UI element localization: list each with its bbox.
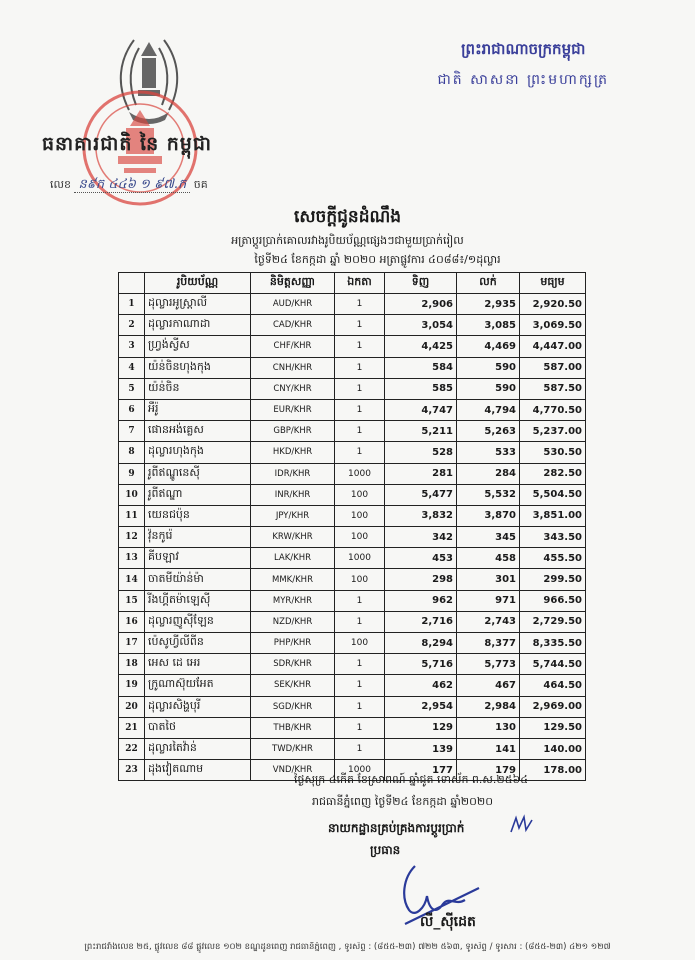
buy-rate: 129 <box>385 717 457 738</box>
currency-name: ដុល្លារកាណាដា <box>145 315 251 336</box>
sell-rate: 284 <box>457 463 520 484</box>
buy-rate: 3,832 <box>385 505 457 526</box>
table-row <box>119 484 586 505</box>
currency-name: រីងហ្គីតម៉ាឡេស៊ី <box>145 590 251 611</box>
currency-code: NZD/KHR <box>251 611 335 632</box>
row-number: 22 <box>119 738 145 759</box>
currency-unit: 1 <box>335 378 385 399</box>
sell-rate: 590 <box>457 378 520 399</box>
sell-rate: 3,085 <box>457 315 520 336</box>
currency-unit: 1 <box>335 315 385 336</box>
table-header-row <box>119 273 586 294</box>
average-rate: 2,920.50 <box>520 294 586 315</box>
currency-unit: 1 <box>335 611 385 632</box>
table-row <box>119 717 586 738</box>
buy-rate: 342 <box>385 527 457 548</box>
average-rate: 129.50 <box>520 717 586 738</box>
col-header-currency: រូបិយប័ណ្ណ <box>145 273 251 294</box>
currency-code: CNY/KHR <box>251 378 335 399</box>
currency-unit: 100 <box>335 527 385 548</box>
table-row <box>119 463 586 484</box>
currency-code: PHP/KHR <box>251 633 335 654</box>
reference-number <box>50 176 270 195</box>
currency-unit: 1 <box>335 590 385 611</box>
buy-rate: 2,716 <box>385 611 457 632</box>
buy-rate: 962 <box>385 590 457 611</box>
currency-name: ក្រូណាស៊ុយអែត <box>145 675 251 696</box>
row-number: 19 <box>119 675 145 696</box>
currency-code: INR/KHR <box>251 484 335 505</box>
currency-unit: 100 <box>335 569 385 590</box>
buy-rate: 462 <box>385 675 457 696</box>
average-rate: 343.50 <box>520 527 586 548</box>
currency-code: MMK/KHR <box>251 569 335 590</box>
currency-name: ដុល្លារតៃវ៉ាន់ <box>145 738 251 759</box>
row-number: 5 <box>119 378 145 399</box>
row-number: 2 <box>119 315 145 336</box>
average-rate: 299.50 <box>520 569 586 590</box>
currency-code: TWD/KHR <box>251 738 335 759</box>
row-number: 23 <box>119 760 145 781</box>
average-rate: 587.00 <box>520 357 586 378</box>
table-row <box>119 315 586 336</box>
buy-rate: 5,477 <box>385 484 457 505</box>
average-rate: 2,969.00 <box>520 696 586 717</box>
buy-rate: 453 <box>385 548 457 569</box>
currency-name: ដុល្លារសិង្ហបុរី <box>145 696 251 717</box>
bank-name: ធនាគារជាតិ នៃ កម្ពុជា <box>42 133 212 155</box>
exchange-rate-table <box>118 272 585 781</box>
average-rate: 5,744.50 <box>520 654 586 675</box>
currency-name: ដុល្លារហុងកុង <box>145 442 251 463</box>
currency-name: ដុងវៀតណាម <box>145 760 251 781</box>
currency-name: យេនជប៉ុន <box>145 505 251 526</box>
currency-unit: 1 <box>335 738 385 759</box>
currency-name: ហ្វ្រង់ស្វីស <box>145 336 251 357</box>
sell-rate: 3,870 <box>457 505 520 526</box>
sell-rate: 971 <box>457 590 520 611</box>
currency-unit: 1000 <box>335 463 385 484</box>
currency-unit: 100 <box>335 505 385 526</box>
table-row <box>119 442 586 463</box>
row-number: 11 <box>119 505 145 526</box>
currency-name: ចាតមីយ៉ាន់ម៉ា <box>145 569 251 590</box>
currency-unit: 1 <box>335 442 385 463</box>
table-row <box>119 421 586 442</box>
subtitle: អត្រាប្តូរប្រាក់គោលរវាងរូបិយប័ណ្ណផ្សេងៗជាមួយប្រាក់រៀល <box>231 234 464 247</box>
director-title: ប្រធាន <box>370 843 401 857</box>
row-number: 16 <box>119 611 145 632</box>
buy-rate: 139 <box>385 738 457 759</box>
sell-rate: 301 <box>457 569 520 590</box>
table-row <box>119 611 586 632</box>
row-number: 7 <box>119 421 145 442</box>
initial-mark-icon <box>508 814 534 836</box>
currency-code: CNH/KHR <box>251 357 335 378</box>
average-rate: 4,447.00 <box>520 336 586 357</box>
table-row <box>119 696 586 717</box>
currency-name: វ៉ុនកូរ៉េ <box>145 527 251 548</box>
address-footer: ព្រះរាជវាំងលេខ ២៥, ផ្លូវលេខ ៨៨ ផ្លូវលេខ ១០២ ខណ្ឌដូនពេញ រាជធានីភ្នំពេញ , ទូរស័ព្ទ : (៨៥៥-២៣) ៧២២ ៥៦៣, ទូរស័ព្ទ / ទូរសារ : (៨៥៥-២៣) ៤២១ ១២៧ <box>84 942 611 952</box>
currency-unit: 100 <box>335 633 385 654</box>
row-number: 20 <box>119 696 145 717</box>
average-rate: 966.50 <box>520 590 586 611</box>
sell-rate: 5,263 <box>457 421 520 442</box>
row-number: 1 <box>119 294 145 315</box>
table-row <box>119 590 586 611</box>
buy-rate: 528 <box>385 442 457 463</box>
subtitle-date: ថ្ងៃទី២៤ ខែកក្កដា ឆ្នាំ ២០២០ អត្រាផ្លូវការ ៤០៨៨៖/១ដុល្លារ <box>254 253 501 266</box>
buy-rate: 8,294 <box>385 633 457 654</box>
average-rate: 3,069.50 <box>520 315 586 336</box>
currency-unit: 1 <box>335 654 385 675</box>
page-title: សេចក្តីជូនដំណឹង <box>293 207 402 227</box>
buy-rate: 5,211 <box>385 421 457 442</box>
sell-rate: 2,935 <box>457 294 520 315</box>
row-number: 6 <box>119 399 145 420</box>
currency-name: អឺរ៉ូ <box>145 399 251 420</box>
currency-name: អេស ដេ អេរ <box>145 654 251 675</box>
kingdom-motto: ជាតិ សាសនា ព្រះមហាក្សត្រ <box>437 72 609 88</box>
average-rate: 2,729.50 <box>520 611 586 632</box>
table-row <box>119 357 586 378</box>
currency-code: LAK/KHR <box>251 548 335 569</box>
row-number: 8 <box>119 442 145 463</box>
currency-code: SGD/KHR <box>251 696 335 717</box>
average-rate: 530.50 <box>520 442 586 463</box>
currency-name: រូពីឥណ្ឌូនេស៊ី <box>145 463 251 484</box>
currency-name: ប៉េសូហ្វីលីពីន <box>145 633 251 654</box>
currency-code: SEK/KHR <box>251 675 335 696</box>
col-header-no <box>119 273 145 294</box>
currency-code: JPY/KHR <box>251 505 335 526</box>
sell-rate: 2,984 <box>457 696 520 717</box>
lunar-date: ថ្ងៃសុក្រ ៤កើត ខែស្រាពណ៍ ឆ្នាំជូត ទោស័ក ព.ស.២៥៦៤ <box>294 773 529 786</box>
currency-unit: 1000 <box>335 760 385 781</box>
currency-code: GBP/KHR <box>251 421 335 442</box>
currency-unit: 1 <box>335 399 385 420</box>
ref-suffix: ចគ <box>193 178 208 191</box>
currency-unit: 1000 <box>335 548 385 569</box>
average-rate: 5,504.50 <box>520 484 586 505</box>
currency-unit: 1 <box>335 675 385 696</box>
buy-rate: 281 <box>385 463 457 484</box>
currency-name: គីបឡាវ <box>145 548 251 569</box>
row-number: 13 <box>119 548 145 569</box>
average-rate: 464.50 <box>520 675 586 696</box>
table-row <box>119 505 586 526</box>
buy-rate: 2,906 <box>385 294 457 315</box>
table-row <box>119 569 586 590</box>
currency-name: យ៉ន់ចិនហុងកុង <box>145 357 251 378</box>
currency-code: SDR/KHR <box>251 654 335 675</box>
table-row <box>119 675 586 696</box>
col-header-sell: លក់ <box>457 273 520 294</box>
average-rate: 5,237.00 <box>520 421 586 442</box>
buy-rate: 3,054 <box>385 315 457 336</box>
place-date: រាជធានីភ្នំពេញ ថ្ងៃទី២៤ ខែកក្កដា ឆ្នាំ២០២០ <box>312 795 494 808</box>
sell-rate: 345 <box>457 527 520 548</box>
table-row <box>119 399 586 420</box>
sell-rate: 467 <box>457 675 520 696</box>
buy-rate: 585 <box>385 378 457 399</box>
currency-code: EUR/KHR <box>251 399 335 420</box>
ref-number: ន៩ក ៤៤៦ ១ ៩៧.ក <box>74 177 190 193</box>
buy-rate: 298 <box>385 569 457 590</box>
sell-rate: 179 <box>457 760 520 781</box>
sell-rate: 4,794 <box>457 399 520 420</box>
currency-unit: 1 <box>335 717 385 738</box>
buy-rate: 4,425 <box>385 336 457 357</box>
sell-rate: 4,469 <box>457 336 520 357</box>
average-rate: 455.50 <box>520 548 586 569</box>
currency-unit: 1 <box>335 421 385 442</box>
table-row <box>119 527 586 548</box>
row-number: 17 <box>119 633 145 654</box>
department-role: នាយកដ្ឋានគ្រប់គ្រងការប្តូរប្រាក់ <box>328 821 465 835</box>
currency-unit: 1 <box>335 294 385 315</box>
table-row <box>119 294 586 315</box>
average-rate: 3,851.00 <box>520 505 586 526</box>
sell-rate: 458 <box>457 548 520 569</box>
sell-rate: 141 <box>457 738 520 759</box>
average-rate: 178.00 <box>520 760 586 781</box>
currency-name: បាតថៃ <box>145 717 251 738</box>
currency-name: យ៉ន់ចិន <box>145 378 251 399</box>
sell-rate: 8,377 <box>457 633 520 654</box>
row-number: 4 <box>119 357 145 378</box>
row-number: 14 <box>119 569 145 590</box>
buy-rate: 4,747 <box>385 399 457 420</box>
currency-code: VND/KHR <box>251 760 335 781</box>
signer-name: លី_ស៊ីដេត <box>420 914 476 930</box>
row-number: 10 <box>119 484 145 505</box>
average-rate: 8,335.50 <box>520 633 586 654</box>
currency-unit: 1 <box>335 336 385 357</box>
currency-code: AUD/KHR <box>251 294 335 315</box>
ref-prefix: លេខ <box>50 178 71 191</box>
currency-unit: 1 <box>335 696 385 717</box>
average-rate: 4,770.50 <box>520 399 586 420</box>
buy-rate: 5,716 <box>385 654 457 675</box>
currency-code: HKD/KHR <box>251 442 335 463</box>
currency-code: MYR/KHR <box>251 590 335 611</box>
average-rate: 140.00 <box>520 738 586 759</box>
row-number: 9 <box>119 463 145 484</box>
col-header-average: មធ្យម <box>520 273 586 294</box>
currency-name: ដុល្លារអូស្ត្រាលី <box>145 294 251 315</box>
buy-rate: 584 <box>385 357 457 378</box>
currency-code: CHF/KHR <box>251 336 335 357</box>
col-header-unit: ឯកតា <box>335 273 385 294</box>
average-rate: 587.50 <box>520 378 586 399</box>
currency-code: CAD/KHR <box>251 315 335 336</box>
buy-rate: 2,954 <box>385 696 457 717</box>
average-rate: 282.50 <box>520 463 586 484</box>
table-row <box>119 548 586 569</box>
row-number: 21 <box>119 717 145 738</box>
currency-code: THB/KHR <box>251 717 335 738</box>
currency-code: IDR/KHR <box>251 463 335 484</box>
currency-code: KRW/KHR <box>251 527 335 548</box>
row-number: 12 <box>119 527 145 548</box>
row-number: 3 <box>119 336 145 357</box>
col-header-buy: ទិញ <box>385 273 457 294</box>
sell-rate: 130 <box>457 717 520 738</box>
kingdom-name: ព្រះរាជាណាចក្រកម្ពុជា <box>461 40 586 58</box>
currency-name: ផោនអង់គ្លេស <box>145 421 251 442</box>
currency-unit: 1 <box>335 357 385 378</box>
sell-rate: 2,743 <box>457 611 520 632</box>
currency-name: ដុល្លារញូស៊ីឡែន <box>145 611 251 632</box>
table-row <box>119 633 586 654</box>
buy-rate: 177 <box>385 760 457 781</box>
table-row <box>119 738 586 759</box>
table-row <box>119 336 586 357</box>
sell-rate: 590 <box>457 357 520 378</box>
kingdom-header <box>437 40 609 91</box>
col-header-symbol: និមិត្តសញ្ញា <box>251 273 335 294</box>
table-row <box>119 654 586 675</box>
sell-rate: 5,773 <box>457 654 520 675</box>
row-number: 15 <box>119 590 145 611</box>
currency-name: រូពីឥណ្ឌា <box>145 484 251 505</box>
row-number: 18 <box>119 654 145 675</box>
sell-rate: 533 <box>457 442 520 463</box>
table-row <box>119 378 586 399</box>
sell-rate: 5,532 <box>457 484 520 505</box>
currency-unit: 100 <box>335 484 385 505</box>
